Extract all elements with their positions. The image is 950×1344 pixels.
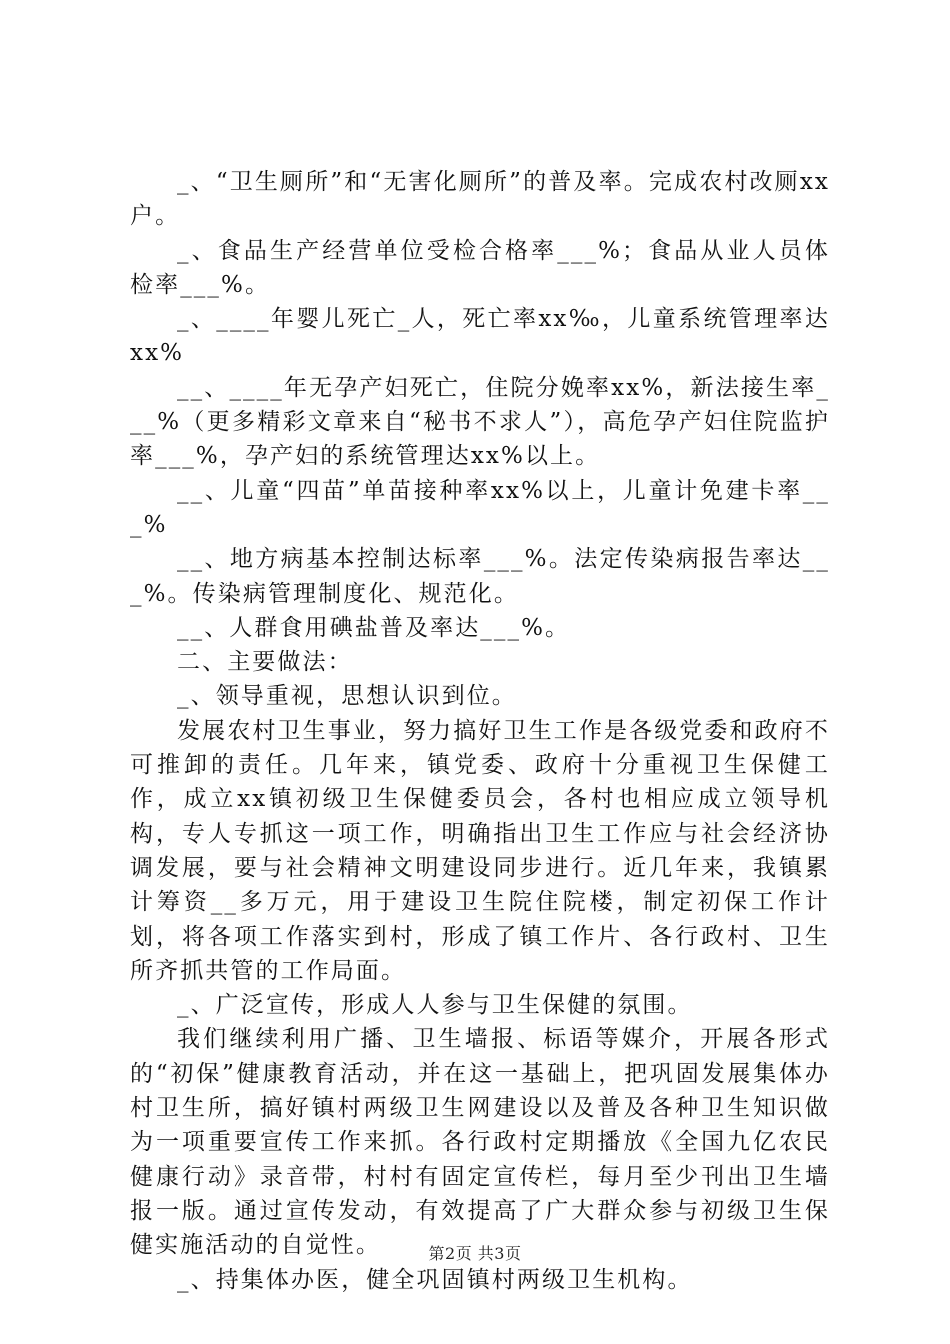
paragraph-food-inspection: _、食品生产经营单位受检合格率___%；食品从业人员体检率___%。 [130, 237, 830, 298]
subheading-collective-medicine: _、持集体办医，健全巩固镇村两级卫生机构。 [177, 1266, 693, 1293]
page-number-footer: 第2页 共3页 [428, 1244, 522, 1263]
paragraph-child-vaccination: __、儿童“四苗”单苗接种率xx%以上，儿童计免建卡率___% [130, 477, 830, 538]
paragraph-iodized-salt: __、人群食用碘盐普及率达___%。 [177, 614, 571, 641]
paragraph-leadership-body: 发展农村卫生事业，努力搞好卫生工作是各级党委和政府不可推卸的责任。几年来，镇党委、政府十分重视卫生保健工作，成立xx镇初级卫生保健委员会，各村也相应成立领导机构，专人专抓这一项工作，明确指出卫生工作应与社会经济协调发展，要与社会精神文明建设同步进行。近几年来，我镇累计筹资__多万元，用于建设卫生院住院楼，制定初保工作计划，将各项工作落实到村，形成了镇工作片、各行政村、卫生所齐抓共管的工作局面。 [130, 717, 830, 984]
paragraph-publicity-body: 我们继续利用广播、卫生墙报、标语等媒介，开展各形式的“初保”健康教育活动，并在这一基础上，把巩固发展集体办村卫生所，搞好镇村两级卫生网建设以及普及各种卫生知识做为一项重要宣传工作来抓。各行政村定期播放《全国九亿农民健康行动》录音带，村村有固定宣传栏，每月至少刊出卫生墙报一版。通过宣传发动，有效提高了广大群众参与初级卫生保健实施活动的自觉性。 [130, 1026, 830, 1259]
paragraph-sanitation-toilets: _、“卫生厕所”和“无害化厕所”的普及率。完成农村改厕xx户。 [130, 169, 830, 230]
subheading-leadership: _、领导重视，思想认识到位。 [177, 683, 517, 710]
section-heading-main-practices: 二、主要做法： [177, 649, 353, 676]
subheading-publicity: _、广泛宣传，形成人人参与卫生保健的氛围。 [177, 992, 693, 1019]
paragraph-infant-mortality: _、____年婴儿死亡_人，死亡率xx‰，儿童系统管理率达xx% [130, 306, 830, 367]
paragraph-maternal-health: __、____年无孕产妇死亡，住院分娩率xx%，新法接生率___%（更多精彩文章来自“秘书不求人”），高危孕产妇住院监护率___%，孕产妇的系统管理达xx%以上。 [130, 374, 830, 470]
document-body [130, 165, 830, 1297]
paragraph-endemic-disease: __、地方病基本控制达标率___%。法定传染病报告率达___%。传染病管理制度化、规范化。 [130, 546, 830, 607]
